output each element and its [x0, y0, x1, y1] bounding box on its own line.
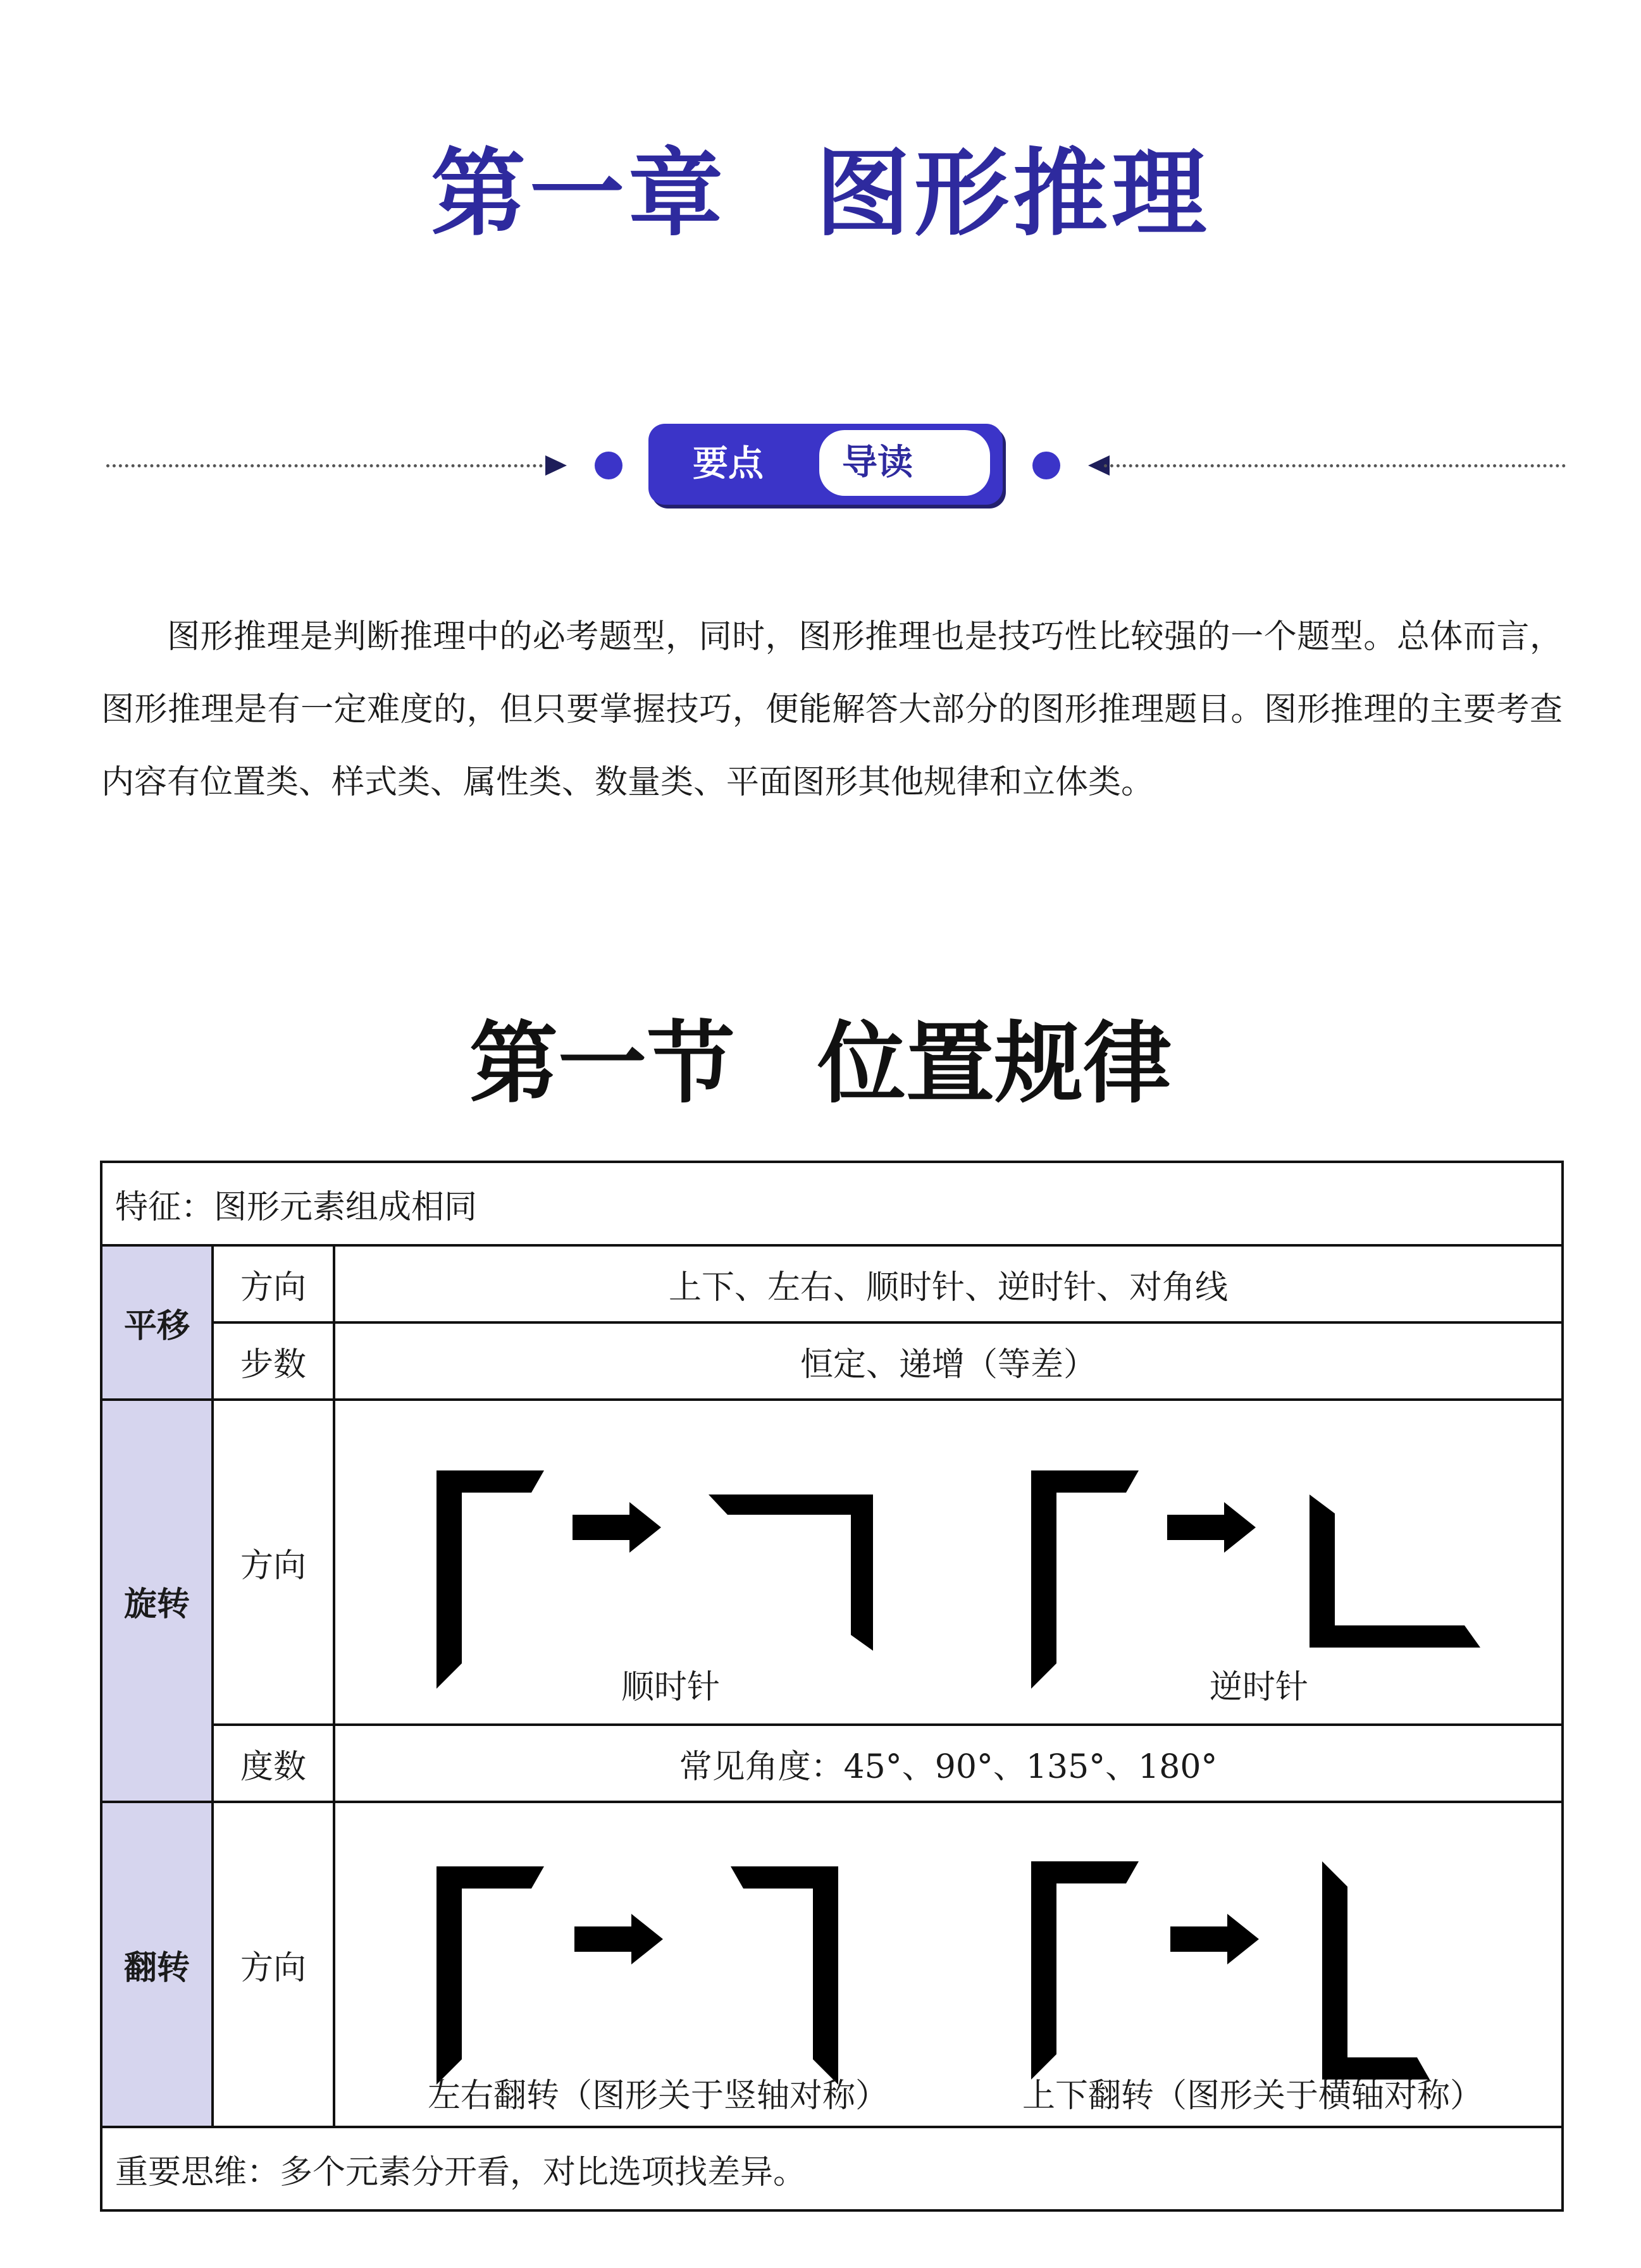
section-title [0, 993, 1641, 1120]
intro-text: 图形推理是判断推理中的必考题型，同时，图形推理也是技巧性比较强的一个题型。总体而言，图形推理是有一定难度的，但只要掌握技巧，便能解答大部分的图形推理题目。图形推理的主要考查内容有位置类、样式类、属性类、数量类、平面图形其他规律和立体类。 [101, 618, 1563, 801]
translation-direction-label: 方向 [213, 1245, 334, 1322]
footer-note: 重要思维：多个元素分开看，对比选项找差异。 [101, 2127, 1563, 2210]
counterclockwise-caption: 逆时针 [1209, 1668, 1308, 1706]
banner-pill [648, 424, 1003, 505]
rotation-figures-cell [334, 1400, 1563, 1725]
dotted-line-left [106, 464, 549, 467]
arrow-icon [574, 1914, 663, 1964]
translation-steps-value: 恒定、递增（等差） [334, 1322, 1563, 1400]
corner-shape-flipped-lr [731, 1866, 838, 2085]
arrow-icon [1167, 1502, 1256, 1553]
rotation-degree-value: 常见角度：45°、90°、135°、180° [334, 1725, 1563, 1802]
corner-shape-rotated-ccw [1310, 1495, 1480, 1648]
corner-shape-original [1031, 1861, 1139, 2080]
translation-steps-label: 步数 [213, 1322, 334, 1400]
ud-flip-caption: 上下翻转（图形关于横轴对称） [1022, 2077, 1483, 2115]
chapter-name: 图形推理 [815, 138, 1211, 249]
chapter-number: 第一章 [430, 138, 727, 249]
corner-shape-flipped-ud [1322, 1861, 1430, 2080]
intro-paragraph [101, 601, 1563, 819]
lr-flip-caption: 左右翻转（图形关于竖轴对称） [427, 2077, 888, 2115]
arrow-icon [1170, 1914, 1259, 1964]
dot-icon [1032, 452, 1060, 479]
rotation-degree-label: 度数 [213, 1725, 334, 1802]
flip-direction-label: 方向 [213, 1802, 334, 2127]
translation-label: 平移 [101, 1245, 213, 1400]
chapter-title [0, 117, 1641, 254]
dot-icon [595, 452, 622, 479]
flip-figures-cell [334, 1802, 1563, 2127]
section-number: 第一节 [469, 1012, 735, 1116]
flip-label: 翻转 [101, 1802, 213, 2127]
position-rules-table [100, 1161, 1564, 2212]
corner-shape-original [437, 1866, 544, 2085]
rotation-direction-label: 方向 [213, 1400, 334, 1725]
corner-shape-original [437, 1470, 544, 1689]
section-name: 位置规律 [817, 1012, 1172, 1116]
feature-cell: 特征：图形元素组成相同 [101, 1162, 1563, 1245]
arrow-icon [573, 1502, 661, 1553]
dotted-line-right [1104, 464, 1566, 467]
key-points-banner [0, 417, 1641, 512]
arrow-right-icon [545, 455, 567, 476]
clockwise-caption: 顺时针 [621, 1668, 720, 1706]
rotation-figures [335, 1401, 1561, 1723]
corner-shape-original [1031, 1470, 1139, 1689]
banner-label-left: 要点 [693, 443, 764, 484]
banner-label-right: 导读 [819, 430, 990, 496]
rotation-label: 旋转 [101, 1400, 213, 1802]
translation-direction-value: 上下、左右、顺时针、逆时针、对角线 [334, 1245, 1563, 1322]
corner-shape-rotated-cw [709, 1495, 873, 1651]
